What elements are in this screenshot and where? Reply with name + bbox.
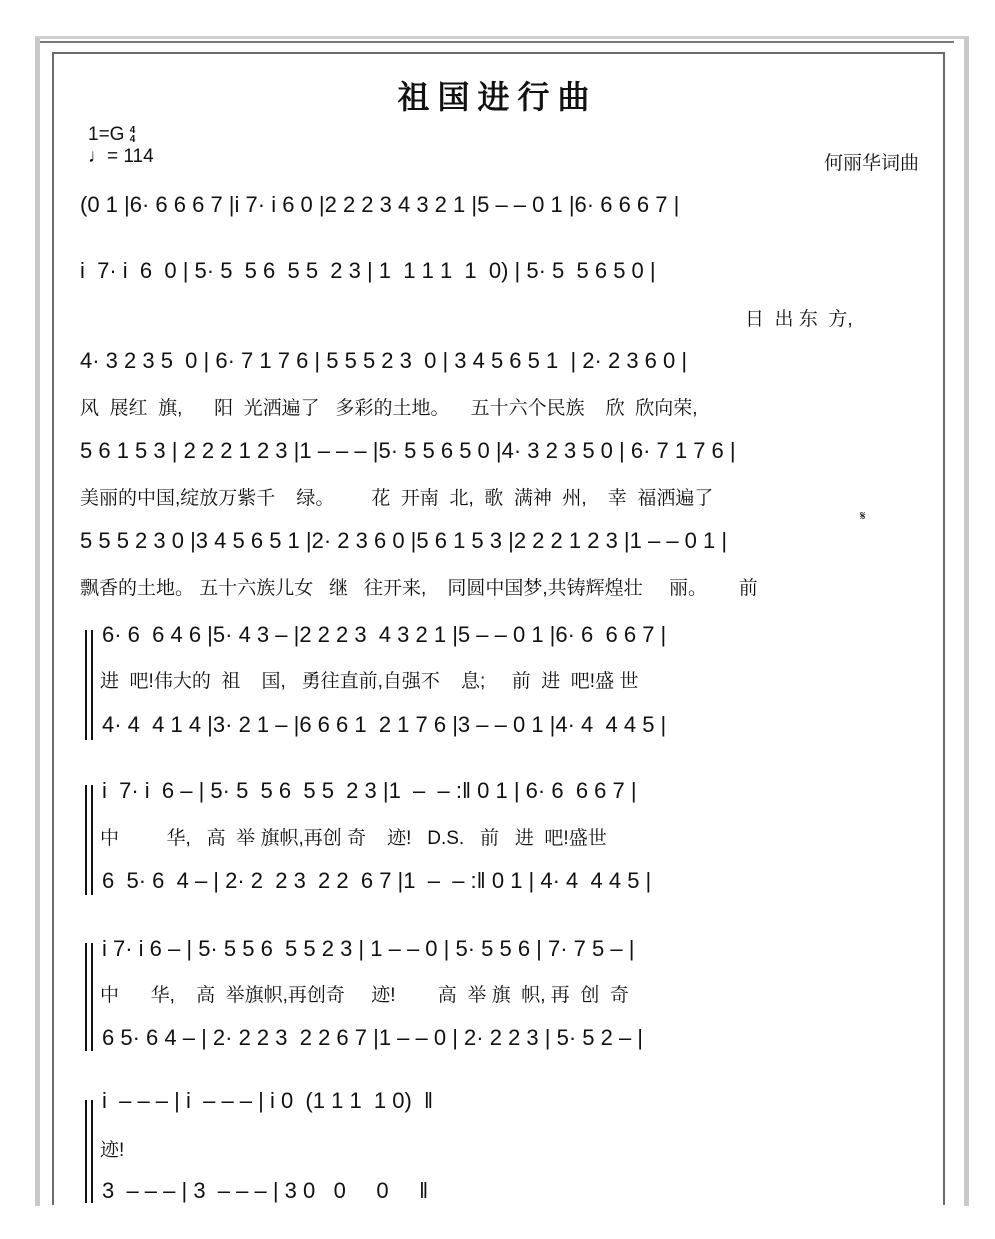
- upper-voice-line-9: i – – – | i – – – | i 0 (1 1 1 1 0) ‖: [102, 1088, 434, 1113]
- lyric-line-9: 迹!: [100, 1140, 125, 1161]
- lower-voice-line-9: 3 – – – | 3 – – – | 3 0 0 0 ‖: [102, 1178, 429, 1203]
- key-label: 1=G: [88, 124, 125, 145]
- frame-rule: [40, 41, 954, 43]
- tempo-marking: ♩= 114: [88, 146, 154, 167]
- lyric-line-8: 中 华, 高 举旗帜,再创奇 迹! 高 举 旗 帜, 再 创 奇: [100, 985, 629, 1006]
- time-signature: 4 4: [129, 124, 136, 145]
- system-bracket: [85, 943, 93, 1051]
- composer-credit: 何丽华词曲: [823, 153, 919, 174]
- notation-line-4: 5 6 1 5 3 | 2 2 2 1 2 3 |1 – – – |5· 5 5 6 5 0 |4· 3 2 3 5 0 | 6· 7 1 7 6 |: [80, 438, 736, 463]
- upper-voice-line-6: 6· 6 6 4 6 |5· 4 3 – |2 2 2 3 4 3 2 1 |5 – – 0 1 |6· 6 6 6 7 |: [102, 622, 667, 647]
- lyric-line-6: 进 吧!伟大的 祖 国, 勇往直前,自强不 息; 前 进 吧!盛 世: [100, 671, 639, 692]
- notation-line-1: (0 1 |6· 6 6 6 7 |i 7· i 6 0 |2 2 2 3 4 3 2 1 |5 – – 0 1 |6· 6 6 6 7 |: [80, 192, 680, 217]
- notation-line-3: 4· 3 2 3 5 0 | 6· 7 1 7 6 | 5 5 5 2 3 0 | 3 4 5 6 5 1 | 2· 2 3 6 0 |: [80, 348, 688, 373]
- lyric-line-3: 风 展红 旗, 阳 光洒遍了 多彩的土地。 五十六个民族 欣 欣向荣,: [80, 398, 698, 419]
- notation-line-5: 5 5 5 2 3 0 |3 4 5 6 5 1 |2· 2 3 6 0 |5 6 1 5 3 |2 2 2 1 2 3 |1 – – 0 1 |: [80, 528, 728, 553]
- notation-line-2: i 7· i 6 0 | 5· 5 5 6 5 5 2 3 | 1 1 1 1 1 0) | 5· 5 5 6 5 0 |: [80, 258, 656, 283]
- system-bracket: [85, 785, 93, 895]
- lower-voice-line-6: 4· 4 4 1 4 |3· 2 1 – |6 6 6 1 2 1 7 6 |3 – – 0 1 |4· 4 4 4 5 |: [102, 712, 667, 737]
- lyric-line-2: 日 出 东 方,: [745, 309, 853, 330]
- lower-voice-line-8: 6 5· 6 4 – | 2· 2 2 3 2 2 6 7 |1 – – 0 | 2· 2 2 3 | 5· 5 2 – |: [102, 1025, 644, 1050]
- lower-voice-line-7: 6 5· 6 4 – | 2· 2 2 3 2 2 6 7 |1 – – :‖ 0 1 | 4· 4 4 4 5 |: [102, 868, 652, 893]
- key-signature: [88, 124, 154, 168]
- segno-sign: 𝄋: [860, 508, 866, 523]
- song-title: 祖国进行曲: [397, 78, 598, 116]
- system-bracket: [85, 1100, 93, 1203]
- upper-voice-line-7: i 7· i 6 – | 5· 5 5 6 5 5 2 3 |1 – – :‖ 0 1 | 6· 6 6 6 7 |: [102, 778, 637, 803]
- upper-voice-line-8: i 7· i 6 – | 5· 5 5 6 5 5 2 3 | 1 – – 0 | 5· 5 5 6 | 7· 7 5 – |: [102, 936, 635, 961]
- lyric-line-5: 飘香的土地。 五十六族儿女 继 往开来, 同圆中国梦,共铸辉煌壮 丽。 前: [80, 578, 758, 599]
- lyric-line-7: 中 华, 高 举 旗帜,再创 奇 迹! D.S. 前 进 吧!盛世: [100, 828, 607, 849]
- system-bracket: [85, 630, 93, 740]
- lyric-line-4: 美丽的中国,绽放万紫千 绿。 花 开南 北, 歌 满神 州, 幸 福洒遍了: [80, 488, 714, 509]
